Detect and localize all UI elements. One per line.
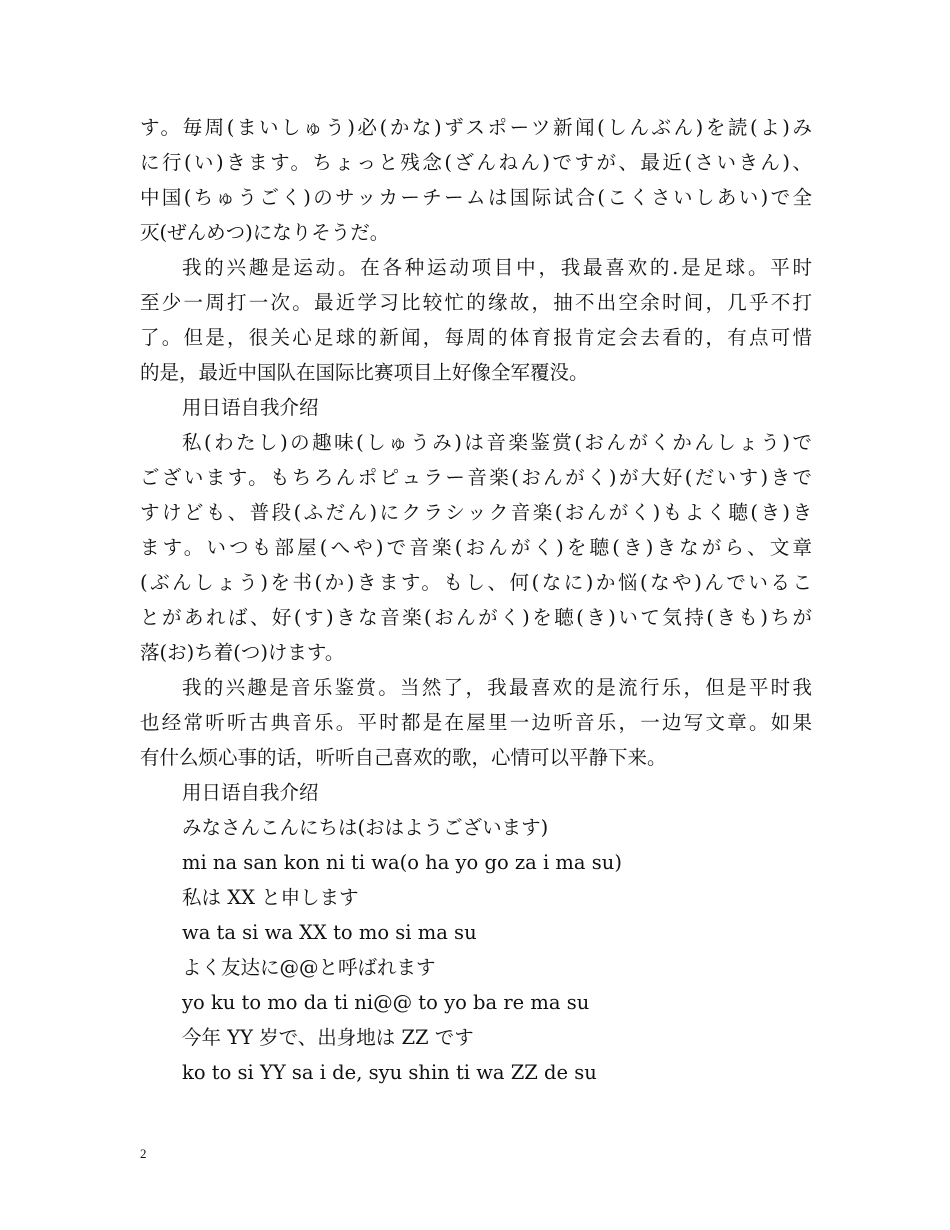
phrase-romaji: yo ku to mo da ti ni@@ to yo ba re ma su (182, 991, 590, 1014)
text-line: (ぶんしょう)を书(か)きます。もし、何(なに)か悩(なや)んでいるこ (140, 571, 812, 594)
text-line: 也经常听听古典音乐。平时都是在屋里一边听音乐，一边写文章。如果 (140, 711, 812, 734)
text-line: ます。いつも部屋(へや)で音楽(おんがく)を聴(き)きながら、文章 (140, 536, 812, 559)
text-line: 灭(ぜんめつ)になりそうだ。 (140, 221, 390, 244)
phrase-japanese: 今年 YY 岁で、出身地は ZZ です (182, 1026, 474, 1049)
text-line: 有什么烦心事的话，听听自己喜欢的歌，心情可以平静下来。 (140, 746, 667, 769)
text-line: とがあれば、好(す)きな音楽(おんがく)を聴(き)いて気持(きも)ちが (140, 606, 812, 629)
section-heading: 用日语自我介绍 (182, 781, 319, 804)
text-line: す。毎周(まいしゅう)必(かな)ずスポーツ新闻(しんぶん)を読(よ)み (140, 116, 812, 139)
paragraph-start-line: 私(わたし)の趣味(しゅうみ)は音楽鉴赏(おんがくかんしょう)で (182, 431, 812, 454)
text-line: 的是，最近中国队在国际比赛项目上好像全军覆没。 (140, 361, 589, 384)
text-line: 中国(ちゅうごく)のサッカーチームは国际试合(こくさいしあい)で全 (140, 186, 812, 209)
paragraph-start-line: 我的兴趣是运动。在各种运动项目中，我最喜欢的.是足球。平时 (182, 256, 812, 279)
paragraph-start-line: 我的兴趣是音乐鉴赏。当然了，我最喜欢的是流行乐，但是平时我 (182, 676, 812, 699)
phrase-romaji: mi na san kon ni ti wa(o ha yo go za i ma su) (182, 851, 622, 874)
phrase-romaji: ko to si YY sa i de, syu shin ti wa ZZ de su (182, 1061, 597, 1084)
phrase-japanese: みなさんこんにちは(おはようございます) (182, 816, 549, 839)
phrase-japanese: 私は XX と申します (182, 886, 359, 909)
text-line: 落(お)ち着(つ)けます。 (140, 641, 345, 664)
text-line: すけども、普段(ふだん)にクラシック音楽(おんがく)もよく聴(き)き (140, 501, 812, 524)
text-line: に行(い)きます。ちょっと残念(ざんねん)ですが、最近(さいきん)、 (140, 151, 812, 174)
phrase-japanese: よく友达に@@と呼ばれます (182, 956, 436, 979)
text-line: 至少一周打一次。最近学习比较忙的缘故，抽不出空余时间，几乎不打 (140, 291, 812, 314)
body-text (140, 110, 812, 1090)
section-heading: 用日语自我介绍 (182, 396, 319, 419)
text-line: ございます。もちろんポピュラー音楽(おんがく)が大好(だいす)きで (140, 466, 812, 489)
page-number: 2 (140, 1146, 147, 1161)
phrase-romaji: wa ta si wa XX to mo si ma su (182, 921, 477, 944)
text-line: 了。但是，很关心足球的新闻，每周的体育报肯定会去看的，有点可惜 (140, 326, 812, 349)
